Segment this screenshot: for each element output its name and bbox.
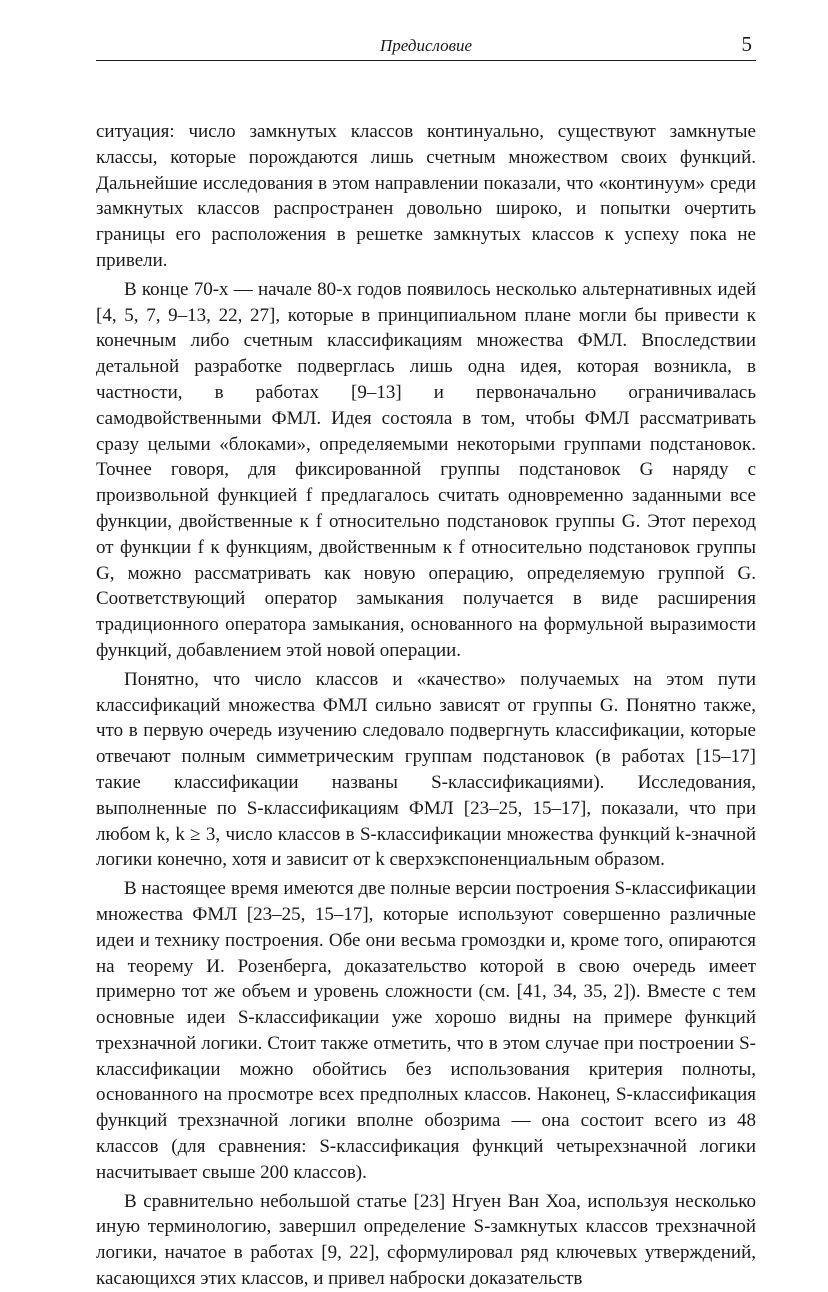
body-text: [96, 119, 756, 1292]
page-number: 5: [741, 32, 752, 56]
running-header: [96, 30, 756, 61]
paragraph-s-classifications: Понятно, что число классов и «качество» получаемых на этом пути классификаций множества ФМЛ сильно зависят от группы G. Понятно также, что в первую очередь изучению следовало подвергнуть классификации, которые отвечают полным симметрическим группам подстановок (в работах [15–17] такие классификации названы S-классификациями). Исследования, выполненные по S-классификациям ФМЛ [23–25, 15–17], показали, что при любом k, k ≥ 3, число классов в S-классификации множества функций k-значной логики конечно, хотя и зависит от k сверхэкспоненциальным образом.: [96, 668, 756, 871]
chapter-title: Предисловие: [379, 36, 473, 55]
paragraph-current-versions: В настоящее время имеются две полные версии построения S-классификации множества ФМЛ [23–25, 15–17], которые используют совершенно различные идеи и технику построения. Обе они весьма громоздки и, кроме того, опираются на теорему И. Розенберга, доказательство которой в свою очередь имеет примерно тот же объем и уровень сложности (см. [41, 34, 35, 2]). Вместе с тем основные идеи S-классификации уже хорошо видны на примере функций трехзначной логики. Стоит также отметить, что в этом случае при построении S- классификации можно обойтись без использования критерия полноты, основанного на просмотре всех предполных классов. Наконец, S-классификация функций трехзначной логики вполне обозрима — она состоит всего из 48 классов (для сравнения: S-классификация функций четырехзначной логики насчитывает свыше 200 классов).: [96, 878, 756, 1183]
paragraph-nguyen-van-hoa: В сравнительно небольшой статье [23] Нгуен Ван Хоа, используя несколько иную терминологию, завершил определение S-замкнутых классов трехзначной логики, начатое в работах [9, 22], сформулировал ряд ключевых утверждений, касающихся этих классов, и привел наброски доказательств: [96, 1190, 756, 1290]
paragraph-alternative-ideas: В конце 70-х — начале 80-х годов появилось несколько альтернативных идей [4, 5, 7, 9–13, 22, 27], которые в принципиальном плане могли бы привести к конечным либо счетным классификациям множества ФМЛ. Впоследствии детальной разработке подверглась лишь одна идея, которая возникла, в частности, в работах [9–13] и первоначально ограничивалась самодвойственными ФМЛ. Идея состояла в том, чтобы ФМЛ рассматривать сразу целыми «блоками», определяемыми некоторыми группами подстановок. Точнее говоря, для фиксированной группы подстановок G наряду с произвольной функцией f предлагалось считать одновременно заданными все функции, двойственные к f относительно подстановок группы G. Этот переход от функции f к функциям, двойственным к f относительно подстановок группы G, можно рассматривать как новую операцию, определяемую группой G. Соответствующий оператор замыкания получается в виде расширения традиционного оператора замыкания, основанного на формульной выразимости функций, добавлением этой новой операции.: [96, 278, 756, 661]
paragraph-continuation: ситуация: число замкнутых классов континуально, существуют замкнутые классы, которые порождаются лишь счетным множеством своих функций. Дальнейшие исследования в этом направлении показали, что «континуум» среди замкнутых классов распространен довольно широко, и попытки очертить границы его расположения в решетке замкнутых классов к успеху пока не привели.: [96, 121, 756, 271]
book-page: [96, 30, 756, 1292]
